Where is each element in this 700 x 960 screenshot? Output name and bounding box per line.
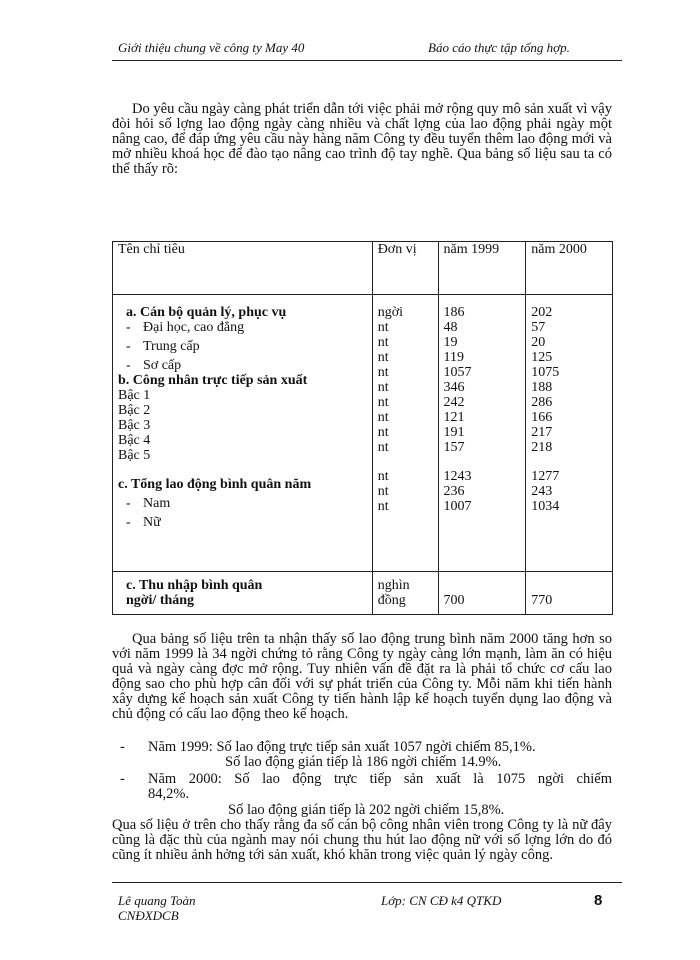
income-2000: 770: [526, 572, 613, 615]
row-label-item: - Trung cấp: [126, 339, 200, 354]
row-label: Bậc 3: [118, 418, 151, 433]
footer-author: Lê quang Toàn: [118, 893, 196, 908]
value-1999: 346: [443, 380, 465, 395]
row-label: c. Tổng lao động bình quân năm: [118, 477, 312, 492]
conclusion-paragraph: Qua số liệu ở trên cho thấy rằng đa số cán bộ công nhân viên trong Công ty là nữ đây cũng là đặc thù của ngành may nói chung thu hút lao động nữ với số lợng lớn do đó cũng ít nhiều ảnh hởng tới sản xuất, khó khăn trong việc quản lý ngày công.: [112, 817, 612, 863]
income-1999: 700: [438, 572, 526, 615]
col-header-1999: năm 1999: [438, 242, 526, 295]
footer-author-line2: CNĐXDCB: [118, 908, 179, 923]
unit-value: nt: [377, 335, 389, 350]
row-label-item: - Sơ cấp: [126, 358, 182, 373]
list-item-1999: Năm 1999: Số lao động trực tiếp sản xuất 1057 ngời chiếm 85,1%.: [148, 739, 536, 755]
unit-value: nt: [377, 425, 389, 440]
value-2000: 1277: [531, 469, 560, 484]
value-2000: 166: [531, 410, 553, 425]
values-1999-cell: [438, 295, 526, 572]
row-label-item: - Nam: [126, 496, 171, 511]
labor-table: [112, 241, 613, 615]
table-header-row: [113, 242, 613, 295]
values-2000-cell: [526, 295, 613, 572]
value-1999: 48: [443, 320, 458, 335]
unit-value: nt: [377, 365, 389, 380]
unit-value: nt: [377, 320, 389, 335]
units-cell: [372, 295, 438, 572]
value-2000: 1034: [531, 499, 560, 514]
intro-paragraph: Do yêu cầu ngày càng phát triển dẫn tới việc phải mở rộng quy mô sản xuất vì vậy đòi hỏi số lợng lao động ngày càng nhiều và chất lợng của lao động phải ngày một nâng cao, để đáp ứng yêu cầu này hàng năm Công ty đều tuyển thêm lao động mới và mở nhiều khoá học để đào tạo nâng cao trình độ tay nghề. Qua bảng số liệu sau ta có thể thấy rõ:: [112, 101, 612, 177]
value-2000: 217: [531, 425, 553, 440]
list-item-2000-pct: 84,2%.: [148, 786, 190, 802]
value-1999: 1243: [443, 469, 472, 484]
row-label: a. Cán bộ quản lý, phục vụ: [126, 305, 287, 320]
value-1999: 19: [443, 335, 458, 350]
income-unit-2: đồng: [377, 593, 406, 608]
value-2000: 1075: [531, 365, 560, 380]
unit-value: nt: [377, 499, 389, 514]
list-dash: -: [120, 771, 125, 787]
value-1999: 242: [443, 395, 465, 410]
col-header-name: Tên chỉ tiêu: [113, 242, 373, 295]
page-number: 8: [594, 892, 603, 909]
analysis-paragraph: Qua bảng số liệu trên ta nhận thấy số lao động trung bình năm 2000 tăng hơn so với năm 1999 là 34 ngời chứng tỏ rằng Công ty ngày càng lớn mạnh, làm ăn có hiệu quả và ngày càng đợc mở rộng. Tuy nhiên vấn đề đặt ra là phải tổ chức cơ cấu lao động sao cho phù hợp cân đối với sự phát triển của Công ty. Mỗi năm khi tiến hành xây dựng kế hoạch sản xuất Công ty tiến hành lập kế hoạch tuyển dụng lao động và chủ động có cấu lao động theo kế hoạch.: [112, 631, 612, 722]
value-1999: 157: [443, 440, 465, 455]
list-item-1999-indirect: Số lao động gián tiếp là 186 ngời chiếm 14.9%.: [225, 754, 502, 770]
unit-value: nt: [377, 484, 389, 499]
value-2000: 202: [531, 305, 553, 320]
unit-value: nt: [377, 395, 389, 410]
row-label: Bậc 1: [118, 388, 151, 403]
value-1999: 1007: [443, 499, 472, 514]
value-1999: 1057: [443, 365, 472, 380]
list-dash: -: [120, 739, 125, 755]
unit-value: nt: [377, 410, 389, 425]
income-label-2: ngời/ tháng: [126, 593, 195, 608]
value-2000: 286: [531, 395, 553, 410]
income-row: [113, 572, 613, 615]
income-unit: nghìn: [377, 578, 410, 593]
list-item-2000-indirect: Số lao động gián tiếp là 202 ngời chiếm 15,8%.: [228, 802, 505, 818]
row-label: b. Công nhân trực tiếp sản xuất: [118, 373, 308, 388]
value-2000: 218: [531, 440, 553, 455]
col-header-unit: Đơn vị: [372, 242, 438, 295]
header-rule: [112, 60, 622, 61]
row-label: Bậc 5: [118, 448, 151, 463]
income-label-cell: [113, 572, 373, 615]
unit-value: ngời: [377, 305, 403, 320]
list-item-2000: Năm 2000: Số lao động trực tiếp sản xuất là 1075 ngời chiếm: [148, 771, 612, 787]
unit-value: nt: [377, 380, 389, 395]
footer-class: Lớp: CN CĐ k4 QTKD: [381, 893, 502, 908]
table-body-row: [113, 295, 613, 572]
value-1999: 186: [443, 305, 465, 320]
row-label: Bậc 4: [118, 433, 151, 448]
value-2000: 188: [531, 380, 553, 395]
value-1999: 121: [443, 410, 465, 425]
value-1999: 236: [443, 484, 465, 499]
labels-cell: [113, 295, 373, 572]
footer-rule: [112, 882, 622, 883]
income-label: c. Thu nhập bình quân: [126, 578, 263, 593]
row-label-item: - Đại học, cao đẳng: [126, 320, 245, 335]
unit-value: nt: [377, 469, 389, 484]
header-right: Báo cáo thực tập tổng hợp.: [428, 40, 570, 55]
header-left: Giới thiệu chung về công ty May 40: [118, 40, 305, 55]
income-unit-cell: [372, 572, 438, 615]
unit-value: nt: [377, 440, 389, 455]
value-2000: 243: [531, 484, 553, 499]
row-label-item: - Nữ: [126, 515, 161, 530]
value-2000: 20: [531, 335, 546, 350]
value-2000: 125: [531, 350, 553, 365]
value-2000: 57: [531, 320, 546, 335]
col-header-2000: năm 2000: [526, 242, 613, 295]
value-1999: 191: [443, 425, 465, 440]
row-label: Bậc 2: [118, 403, 151, 418]
unit-value: nt: [377, 350, 389, 365]
value-1999: 119: [443, 350, 465, 365]
